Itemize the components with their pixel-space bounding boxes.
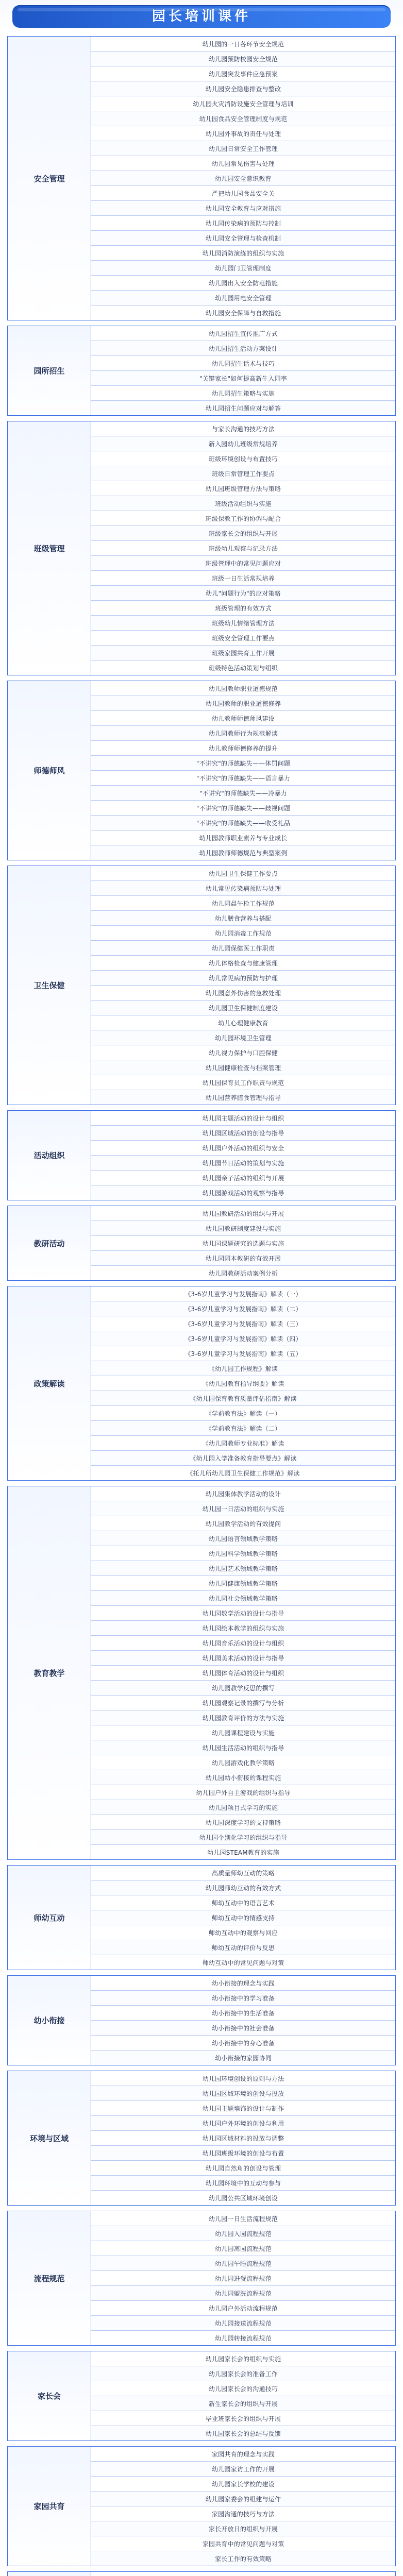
- course-item: 幼儿园教师师德规范与典型案例: [91, 845, 395, 860]
- module-name: 家长会: [8, 2351, 91, 2441]
- course-item: "不讲究"的师德缺失——体罚问题: [91, 755, 395, 770]
- course-item: 幼儿园游戏化教学策略: [91, 1755, 395, 1770]
- module-4: [7, 681, 396, 860]
- course-item: 幼儿园健康检查与档案管理: [91, 1060, 395, 1075]
- course-item: 新生家长会的组织与开展: [91, 2396, 395, 2411]
- course-item: 幼儿园环境卫生管理: [91, 1030, 395, 1045]
- course-item: 严把幼儿园食品安全关: [91, 185, 395, 200]
- course-item: 幼儿园火灾消防设施安全管理与培训: [91, 96, 395, 111]
- course-item: 幼儿园主题活动的设计与组织: [202, 1114, 284, 1122]
- course-item: 幼儿园教学反思的撰写: [91, 1680, 395, 1695]
- course-item: 幼儿园户外活动流程规范: [91, 2300, 395, 2315]
- course-item: 幼儿园教学活动的有效提问: [91, 1516, 395, 1531]
- course-item: 幼儿园转接流程规范: [91, 2330, 395, 2345]
- course-item: 幼儿园艺术领域教学策略: [91, 1561, 395, 1575]
- course-item: 幼儿园师幼互动的有效方式: [91, 1880, 395, 1895]
- course-item: 幼儿园安全管理与检查机制: [91, 230, 395, 245]
- course-item: 幼儿园教师职业素养与专业成长: [91, 830, 395, 845]
- course-item: 幼儿园集体教学活动的设计: [205, 1490, 281, 1498]
- course-item: 《3-6岁儿童学习与发展指南》解读（五）: [91, 1346, 395, 1361]
- course-item: [91, 2572, 395, 2576]
- course-item: 幼儿园意外伤害的急救处理: [91, 985, 395, 1000]
- course-item: 班级环境创设与布置技巧: [91, 451, 395, 466]
- course-item: 幼儿教师师德修养的提升: [91, 740, 395, 755]
- course-item: 家园共育的理念与实践: [211, 2450, 275, 2458]
- course-item: 班级幼儿情绪管理方法: [91, 615, 395, 630]
- course-item: 幼儿园招生活动方案设计: [91, 341, 395, 355]
- course-item: 幼儿园家长学校的建设: [91, 2476, 395, 2491]
- course-item: 幼儿园安全隐患排查与整改: [91, 81, 395, 96]
- course-item: 师幼互动的评价与反思: [91, 1940, 395, 1955]
- course-item: 幼儿园户外环境的创设与利用: [91, 2115, 395, 2130]
- module-name: 幼小衔接: [8, 1976, 91, 2065]
- module-items: [91, 2351, 395, 2441]
- module-name: 班级管理: [8, 421, 91, 675]
- module-items: [91, 1486, 395, 1859]
- course-item: "不讲究"的师德缺失——冷暴力: [91, 785, 395, 800]
- course-item: 幼小衔接中的学习准备: [91, 1990, 395, 2005]
- course-item: 班级安全管理工作要点: [91, 630, 395, 645]
- module-name: 园所招生: [8, 326, 91, 415]
- course-item: 《幼儿园教师专业标准》解读: [91, 1435, 395, 1450]
- course-item: 幼小衔接的理念与实践: [211, 1979, 275, 1987]
- module-items: [91, 37, 395, 320]
- course-item: 幼儿常见传染病预防与处理: [91, 880, 395, 895]
- course-item: 幼儿园招生话术与技巧: [91, 355, 395, 370]
- course-item: 幼儿园招生宣传推广方式: [208, 330, 278, 337]
- course-item: 幼儿园教师行为规范解读: [91, 725, 395, 740]
- course-item: 幼儿"问题行为"的应对策略: [91, 585, 395, 600]
- course-item: 幼儿园家委会的组建与运作: [91, 2491, 395, 2506]
- course-item: 幼儿园班级管理方法与策略: [91, 481, 395, 496]
- course-item: 幼儿膳食营养与搭配: [91, 910, 395, 925]
- course-item: 幼儿园日常安全工作管理: [91, 141, 395, 156]
- course-item: 幼儿园教师的职业道德修养: [91, 696, 395, 710]
- course-item: 幼儿园保健医工作职责: [91, 940, 395, 955]
- course-item: 幼儿园体育活动的设计与组织: [91, 1665, 395, 1680]
- module-items: [91, 1866, 395, 1970]
- course-item: 幼儿园音乐活动的设计与组织: [91, 1635, 395, 1650]
- course-item: 家园沟通的技巧与方法: [91, 2506, 395, 2521]
- module-7: [7, 1206, 396, 1281]
- page-title: 园长培训课件: [152, 9, 251, 24]
- course-item: 师幼互动中的语言艺术: [91, 1895, 395, 1910]
- module-items: [91, 2211, 395, 2345]
- module-items: [91, 326, 395, 415]
- course-item: 幼儿园美术活动的设计与指导: [91, 1650, 395, 1665]
- course-item: "不讲究"的师德缺失——语言暴力: [91, 770, 395, 785]
- course-item: 幼儿园数学活动的设计与指导: [91, 1605, 395, 1620]
- course-item: 幼儿园突发事件应急预案: [91, 66, 395, 81]
- course-item: 班级日常管理工作要点: [91, 466, 395, 481]
- course-item: 《3-6岁儿童学习与发展指南》解读（二）: [91, 1301, 395, 1316]
- module-1: [7, 36, 396, 320]
- course-item: 幼儿心理健康教育: [91, 1015, 395, 1030]
- course-item: 幼儿教师师德师风建设: [91, 710, 395, 725]
- course-item: 幼儿园家长会的组织与实施: [205, 2355, 281, 2363]
- course-item: 班级管理中的常见问题应对: [91, 555, 395, 570]
- course-item: 《3-6岁儿童学习与发展指南》解读（一）: [184, 1290, 302, 1298]
- module-name: [8, 2572, 91, 2576]
- course-item: 幼儿园午睡流程规范: [91, 2256, 395, 2270]
- module-name: 教研活动: [8, 1206, 91, 1280]
- course-item: 师幼互动中的观察与回应: [91, 1925, 395, 1940]
- course-item: 幼小衔接中的社会准备: [91, 2020, 395, 2035]
- module-13: [7, 2211, 396, 2346]
- module-items: [91, 2447, 395, 2566]
- course-item: 幼儿园科学领域教学策略: [91, 1546, 395, 1561]
- course-item: 幼儿园幼小衔接的课程实施: [91, 1770, 395, 1785]
- course-item: 《幼儿园入学准备教育指导要点》解读: [91, 1450, 395, 1465]
- course-item: 幼儿园户外活动的组织与安全: [91, 1140, 395, 1155]
- course-item: 幼儿园节日活动的策划与实施: [91, 1155, 395, 1170]
- course-item: 《托儿所幼儿园卫生保健工作规范》解读: [91, 1465, 395, 1480]
- course-item: 幼儿园家访工作的开展: [91, 2461, 395, 2476]
- course-item: 幼儿园绘本教学的组织与实施: [91, 1620, 395, 1635]
- module-items: [91, 681, 395, 860]
- course-item: 幼儿园常见伤害与处理: [91, 156, 395, 171]
- module-10: [7, 1865, 396, 1970]
- course-item: 幼儿园社会领域教学策略: [91, 1590, 395, 1605]
- module-2: [7, 326, 396, 416]
- module-name: 家园共育: [8, 2447, 91, 2566]
- course-item: 幼儿常见病的预防与护理: [91, 970, 395, 985]
- course-item: 幼儿园区域活动的创设与指导: [91, 1125, 395, 1140]
- course-item: 幼儿园户外自主游戏的组织与指导: [91, 1785, 395, 1800]
- course-item: 幼儿园环境中的互动与参与: [91, 2175, 395, 2190]
- module-9: [7, 1486, 396, 1860]
- module-name: 师幼互动: [8, 1866, 91, 1970]
- course-item: 幼儿园游戏活动的观察与指导: [91, 1185, 395, 1200]
- course-item: 幼儿园营养膳食管理与指导: [91, 1090, 395, 1105]
- course-item: 幼儿园一日生活流程规范: [208, 2215, 278, 2223]
- course-item: 幼儿园安全教育与应对措施: [91, 200, 395, 215]
- course-item: 幼儿园的一日各环节安全规范: [202, 40, 284, 48]
- course-item: 幼儿园STEAM教育的实施: [91, 1844, 395, 1859]
- course-item: 幼儿园家长会的总结与反馈: [91, 2426, 395, 2441]
- course-item: 幼儿视力保护与口腔保健: [91, 1045, 395, 1060]
- module-items: [91, 1111, 395, 1200]
- course-item: 幼儿园生活活动的组织与指导: [91, 1740, 395, 1755]
- module-name: 卫生保健: [8, 866, 91, 1105]
- module-16: [7, 2571, 396, 2576]
- course-item: 毕业班家长会的组织与开展: [91, 2411, 395, 2426]
- module-items: [91, 866, 395, 1105]
- course-item: 家园共育中的常见问题与对策: [91, 2536, 395, 2551]
- module-name: 环境与区域: [8, 2071, 91, 2205]
- course-item: 幼儿园招生问题应对与解答: [91, 400, 395, 415]
- course-item: 幼儿园区域材料的投放与调整: [91, 2130, 395, 2145]
- course-item: 幼儿园班级环境的创设与布置: [91, 2145, 395, 2160]
- course-item: 幼儿园出入安全防范措施: [91, 275, 395, 290]
- course-item: "关键家长"如何提高新生入园率: [91, 370, 395, 385]
- module-3: [7, 421, 396, 675]
- course-item: 幼儿园一日活动的组织与实施: [91, 1501, 395, 1516]
- course-item: 幼儿园家长会的准备工作: [91, 2366, 395, 2381]
- course-item: 幼儿园卫生保健制度建设: [91, 1000, 395, 1015]
- course-item: "不讲究"的师德缺失——收受礼品: [91, 815, 395, 830]
- course-item: 幼儿园离园流程规范: [91, 2241, 395, 2256]
- module-name: 活动组织: [8, 1111, 91, 1200]
- module-items: [91, 2572, 395, 2576]
- course-item: 《学前教育法》解读（二）: [91, 1420, 395, 1435]
- course-item: 幼儿园教研活动案例分析: [91, 1265, 395, 1280]
- module-name: 安全管理: [8, 37, 91, 320]
- module-12: [7, 2071, 396, 2206]
- course-item: 班级管理的有效方式: [91, 600, 395, 615]
- module-11: [7, 1975, 396, 2065]
- course-item: 班级活动组织与实施: [91, 496, 395, 511]
- course-item: 幼儿园自然角的创设与管理: [91, 2160, 395, 2175]
- title-banner: [12, 5, 391, 28]
- course-item: 班级保教工作的协调与配合: [91, 511, 395, 526]
- course-item: 幼儿园用电安全管理: [91, 290, 395, 305]
- course-item: 幼儿园家长会的沟通技巧: [91, 2381, 395, 2396]
- course-item: 家长工作的有效策略: [91, 2551, 395, 2566]
- module-items: [91, 1206, 395, 1280]
- course-item: 幼儿园晨午检工作规范: [91, 895, 395, 910]
- course-item: 《3-6岁儿童学习与发展指南》解读（三）: [91, 1316, 395, 1331]
- module-8: [7, 1286, 396, 1481]
- course-item: 幼儿园语言领域教学策略: [91, 1531, 395, 1546]
- module-items: [91, 421, 395, 675]
- module-name: 师德师风: [8, 681, 91, 860]
- course-item: 幼小衔接中的生活准备: [91, 2005, 395, 2020]
- module-name: 流程规范: [8, 2211, 91, 2345]
- course-item: 幼儿园教研制度建设与实施: [91, 1221, 395, 1235]
- course-item: 《幼儿园保育教育质量评估指南》解读: [91, 1391, 395, 1405]
- course-item: 幼小衔接的家园协同: [91, 2050, 395, 2065]
- course-item: "不讲究"的师德缺失——歧视问题: [91, 800, 395, 815]
- course-item: 幼儿园项目式学习的实施: [91, 1800, 395, 1815]
- course-item: 幼小衔接中的身心准备: [91, 2035, 395, 2050]
- course-item: 幼儿园园本教研的有效开展: [91, 1250, 395, 1265]
- course-item: 幼儿园观察记录的撰写与分析: [91, 1695, 395, 1710]
- course-item: 幼儿园外事故的责任与处理: [91, 126, 395, 141]
- course-item: 幼儿园预防校园安全规范: [91, 51, 395, 66]
- module-items: [91, 1976, 395, 2065]
- course-item: 幼儿园保育员工作职责与规范: [91, 1075, 395, 1090]
- course-item: 师幼互动中的情感支持: [91, 1910, 395, 1925]
- course-item: 幼儿园公共区域环境创设: [91, 2190, 395, 2205]
- module-15: [7, 2446, 396, 2566]
- course-item: 班级家长会的组织与开展: [91, 526, 395, 540]
- module-6: [7, 1110, 396, 1200]
- course-item: 幼儿园教研活动的组织与开展: [202, 1210, 284, 1217]
- course-item: 幼儿园接送流程规范: [91, 2315, 395, 2330]
- course-item: 幼儿园卫生保健工作要点: [208, 870, 278, 877]
- module-name: 教育教学: [8, 1486, 91, 1859]
- course-item: 《幼儿园教育指导纲要》解读: [91, 1376, 395, 1391]
- course-item: 幼儿园盥洗流程规范: [91, 2285, 395, 2300]
- course-item: 高质量师幼互动的策略: [211, 1869, 275, 1877]
- course-item: 幼儿园教育评价的方法与实施: [91, 1710, 395, 1725]
- course-item: 幼儿园环境创设的原则与方法: [202, 2075, 284, 2082]
- course-item: 幼儿园传染病的预防与控制: [91, 215, 395, 230]
- course-item: 幼儿园课题研究的选题与实施: [91, 1235, 395, 1250]
- course-item: 幼儿园安全意识教育: [91, 171, 395, 185]
- course-item: 班级特色活动策划与组织: [91, 660, 395, 675]
- course-item: 幼儿园进餐流程规范: [91, 2270, 395, 2285]
- course-item: 幼儿园主题墙饰的设计与制作: [91, 2100, 395, 2115]
- module-items: [91, 1286, 395, 1480]
- course-item: 《学前教育法》解读（一）: [91, 1405, 395, 1420]
- course-item: 幼儿园课程建设与实施: [91, 1725, 395, 1740]
- course-item: 幼儿园消毒工作规范: [91, 925, 395, 940]
- course-item: 幼儿园亲子活动的组织与开展: [91, 1170, 395, 1185]
- course-item: 幼儿园教师职业道德规范: [208, 685, 278, 692]
- course-item: 《幼儿园工作规程》解读: [91, 1361, 395, 1376]
- course-item: 幼儿园招生策略与实施: [91, 385, 395, 400]
- course-item: 师幼互动中的常见问题与对策: [91, 1955, 395, 1970]
- course-item: 幼儿园食品安全管理制度与规范: [91, 111, 395, 126]
- course-item: 家长开放日的组织与开展: [91, 2521, 395, 2536]
- course-item: 幼儿园深度学习的支持策略: [91, 1815, 395, 1829]
- course-table: [7, 36, 396, 2576]
- course-item: 幼儿体格检查与健康管理: [91, 955, 395, 970]
- course-item: 班级幼儿观察与记录方法: [91, 540, 395, 555]
- course-item: 幼儿园区域环境的创设与投放: [91, 2086, 395, 2100]
- course-item: 新入园幼儿班级常规培养: [91, 436, 395, 451]
- course-item: 幼儿园消防演练的组织与实施: [91, 245, 395, 260]
- module-items: [91, 2071, 395, 2205]
- course-item: 幼儿园健康领域教学策略: [91, 1575, 395, 1590]
- module-5: [7, 866, 396, 1105]
- course-item: 《3-6岁儿童学习与发展指南》解读（四）: [91, 1331, 395, 1346]
- course-item: 幼儿园安全保障与自救措施: [91, 305, 395, 320]
- module-14: [7, 2351, 396, 2441]
- course-item: 班级家园共育工作开展: [91, 645, 395, 660]
- module-name: 政策解读: [8, 1286, 91, 1480]
- course-item: 幼儿园入园流程规范: [91, 2226, 395, 2241]
- course-item: 与家长沟通的技巧方法: [211, 425, 275, 433]
- course-item: 幼儿园门卫管理制度: [91, 260, 395, 275]
- course-item: 班级一日生活常规培养: [91, 570, 395, 585]
- course-item: 幼儿园个别化学习的组织与指导: [91, 1829, 395, 1844]
